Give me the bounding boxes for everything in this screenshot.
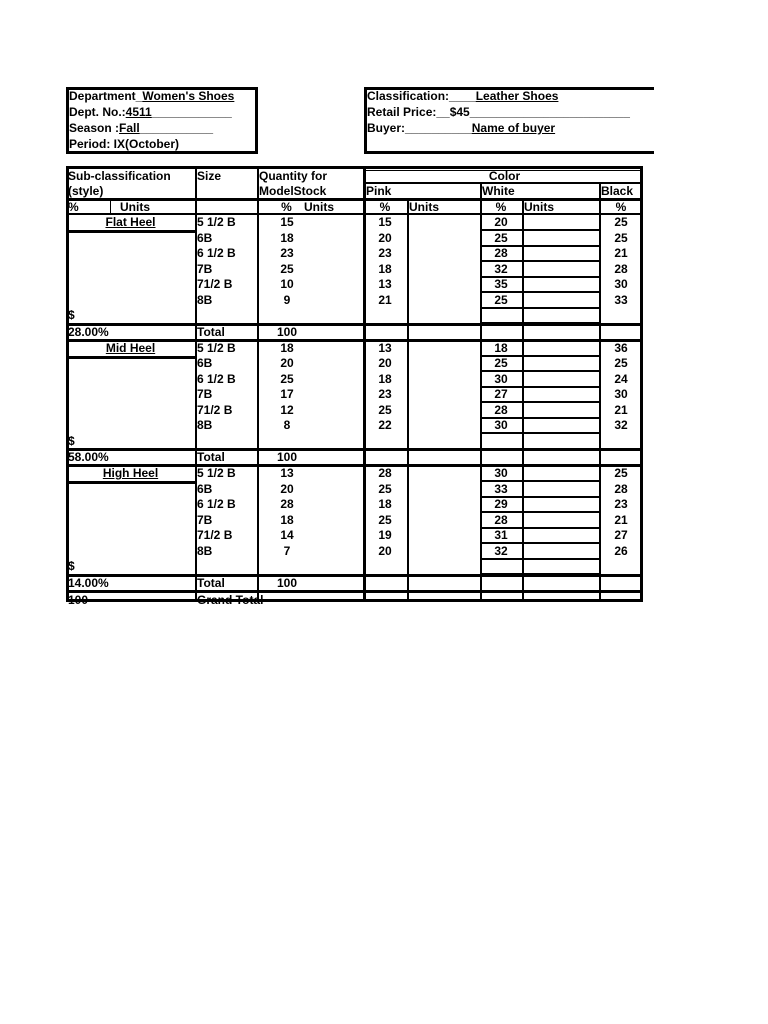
white-pct-cell: 35 — [494, 277, 508, 291]
qty-pct-cell: 14 — [280, 528, 294, 542]
pink-pct-cell: 28 — [378, 466, 392, 480]
black-pct-cell: 36 — [614, 340, 628, 355]
qty-pct-cell: 20 — [280, 481, 294, 496]
pink-pct-cell: 23 — [378, 387, 392, 401]
size-cell: 7B — [197, 387, 213, 401]
pink-pct-cell: 22 — [378, 418, 392, 432]
pink-pct-cell: 25 — [378, 512, 392, 527]
white-pct-cell: 28 — [494, 402, 508, 417]
grid-line-h — [66, 323, 643, 326]
grid-line-v — [407, 198, 409, 602]
pink-pct-cell: 13 — [378, 340, 392, 355]
pink-pct-cell: 20 — [378, 356, 392, 370]
season-value: Fall — [119, 121, 140, 135]
dollar-sign: $ — [68, 308, 75, 322]
white-pct-cell: 30 — [494, 371, 508, 386]
header-qty-pct: % — [281, 200, 292, 214]
qty-pct-cell: 13 — [280, 466, 294, 480]
total-label: Total — [197, 575, 225, 590]
white-pct-cell: 28 — [494, 512, 508, 527]
pink-pct-cell: 25 — [378, 402, 392, 417]
size-cell: 6B — [197, 356, 213, 370]
header-pct: % — [68, 200, 79, 214]
period-line — [69, 136, 179, 152]
season-line — [69, 120, 213, 136]
grid-line-h — [480, 558, 599, 560]
grid-line-h — [480, 432, 599, 434]
table-bottom-border — [66, 599, 643, 602]
black-pct-cell: 27 — [614, 528, 628, 542]
style-name: Mid Heel — [105, 340, 156, 355]
qty-pct-cell: 18 — [280, 512, 294, 527]
style-name: Flat Heel — [105, 215, 156, 229]
qty-pct-cell: 10 — [280, 277, 294, 291]
white-pct-cell: 25 — [494, 230, 508, 245]
size-cell: 6 1/2 B — [197, 246, 236, 260]
grid-line-h — [66, 198, 643, 201]
buyer-value: Name of buyer — [471, 121, 556, 135]
black-pct-cell: 32 — [614, 418, 628, 432]
header-size: Size — [197, 169, 222, 183]
pink-pct-cell: 20 — [378, 230, 392, 245]
white-pct-cell: 30 — [494, 418, 508, 432]
pink-pct-cell: 19 — [378, 528, 392, 542]
black-pct-cell: 21 — [614, 402, 628, 417]
qty-pct-cell: 7 — [283, 543, 291, 558]
size-cell: 6 1/2 B — [197, 497, 236, 511]
size-cell: 8B — [197, 418, 213, 432]
total-value: 100 — [276, 575, 298, 590]
total-label: Total — [197, 324, 225, 339]
pink-pct-cell: 20 — [378, 543, 392, 558]
dollar-sign: $ — [68, 433, 75, 448]
size-cell: 6B — [197, 481, 213, 496]
black-pct-cell: 25 — [614, 466, 628, 480]
black-pct-cell: 28 — [614, 481, 628, 496]
pink-pct-cell: 15 — [378, 215, 392, 229]
header-qty-units: Units — [304, 200, 334, 214]
header-subclassification: Sub-classification — [68, 169, 171, 183]
dept-no-blank: ____________ — [151, 105, 232, 119]
black-pct-cell: 33 — [614, 292, 628, 307]
qty-pct-cell: 9 — [283, 292, 291, 307]
white-pct-cell: 20 — [494, 215, 508, 229]
size-cell: 71/2 B — [197, 528, 233, 542]
grid-line-h — [66, 590, 643, 593]
white-pct-cell: 32 — [494, 543, 508, 558]
department-value: Women's Shoes — [142, 89, 235, 103]
pink-pct-cell: 18 — [378, 261, 392, 276]
qty-pct-cell: 25 — [280, 261, 294, 276]
black-pct-cell: 30 — [614, 387, 628, 401]
header-white-pct: % — [495, 200, 507, 214]
qty-pct-cell: 25 — [280, 371, 294, 386]
period-label: Period: IX(October) — [69, 137, 180, 151]
black-pct-cell: 23 — [614, 497, 628, 511]
header-pink-units: Units — [409, 200, 439, 214]
black-pct-cell: 25 — [614, 215, 628, 229]
grand-total-value: 100 — [68, 592, 89, 607]
size-cell: 6 1/2 B — [197, 371, 236, 386]
white-pct-cell: 32 — [494, 261, 508, 276]
size-cell: 71/2 B — [197, 402, 233, 417]
dollar-sign: $ — [68, 559, 75, 573]
dept-no-value: 4511 — [125, 105, 152, 119]
size-cell: 5 1/2 B — [197, 340, 236, 355]
qty-pct-cell: 18 — [280, 230, 294, 245]
white-pct-cell: 31 — [494, 528, 508, 542]
header-units: Units — [120, 200, 150, 214]
retail-price-label: Retail Price:__$45 — [367, 105, 470, 119]
qty-pct-cell: 23 — [280, 246, 294, 260]
classification-label: Classification:____ — [367, 89, 476, 103]
white-pct-cell: 29 — [494, 497, 508, 511]
size-cell: 8B — [197, 543, 213, 558]
white-pct-cell: 27 — [494, 387, 508, 401]
buyer-label: Buyer:__________ — [367, 121, 472, 135]
header-modelstock: ModelStock — [259, 184, 327, 198]
header-pink-pct: % — [379, 200, 391, 214]
header-color: Color — [488, 169, 521, 183]
qty-pct-cell: 28 — [280, 497, 294, 511]
share-percent: 14.00% — [68, 575, 109, 590]
black-pct-cell: 25 — [614, 356, 628, 370]
white-pct-cell: 18 — [494, 340, 508, 355]
white-pct-cell: 25 — [494, 292, 508, 307]
black-pct-cell: 28 — [614, 261, 628, 276]
share-percent: 28.00% — [68, 324, 109, 339]
pink-pct-cell: 23 — [378, 246, 392, 260]
season-label: Season : — [69, 121, 120, 135]
header-pink: Pink — [366, 184, 392, 198]
grand-total-label: Grand Total — [197, 592, 264, 607]
qty-pct-cell: 15 — [280, 215, 294, 229]
qty-pct-cell: 20 — [280, 356, 294, 370]
header-black-pct: % — [615, 200, 627, 214]
size-cell: 71/2 B — [197, 277, 233, 291]
pink-pct-cell: 25 — [378, 481, 392, 496]
dept-no-label: Dept. No.: — [69, 105, 126, 119]
grid-line-h — [66, 574, 643, 577]
grid-line-h — [66, 356, 195, 359]
retail-price-blank: ________________________ — [469, 105, 630, 119]
size-cell: 6B — [197, 230, 213, 245]
size-cell: 5 1/2 B — [197, 466, 236, 480]
grid-line-h — [66, 481, 195, 484]
retail-price-line — [367, 104, 630, 120]
grid-line-h — [480, 307, 599, 309]
style-name: High Heel — [102, 466, 159, 480]
grid-line-h — [66, 230, 195, 233]
dept-no-line — [69, 104, 232, 120]
black-pct-cell: 24 — [614, 371, 628, 386]
total-label: Total — [197, 450, 225, 464]
size-cell: 7B — [197, 512, 213, 527]
black-pct-cell: 21 — [614, 512, 628, 527]
share-percent: 58.00% — [68, 450, 109, 464]
black-pct-cell: 30 — [614, 277, 628, 291]
white-pct-cell: 25 — [494, 356, 508, 370]
season-blank: ___________ — [139, 121, 214, 135]
header-white-units: Units — [524, 200, 554, 214]
size-cell: 7B — [197, 261, 213, 276]
total-value: 100 — [276, 324, 298, 339]
classification-line — [367, 88, 558, 104]
buyer-line — [367, 120, 555, 136]
white-pct-cell: 33 — [494, 481, 508, 496]
black-pct-cell: 26 — [614, 543, 628, 558]
header-quantity: Quantity for — [259, 169, 327, 183]
pink-pct-cell: 18 — [378, 497, 392, 511]
pink-pct-cell: 21 — [378, 292, 392, 307]
size-cell: 5 1/2 B — [197, 215, 236, 229]
department-label: Department_ — [69, 89, 143, 103]
white-pct-cell: 28 — [494, 246, 508, 260]
black-pct-cell: 25 — [614, 230, 628, 245]
pink-pct-cell: 18 — [378, 371, 392, 386]
black-pct-cell: 21 — [614, 246, 628, 260]
grid-line-v — [110, 200, 111, 213]
header-white: White — [482, 184, 515, 198]
header-black: Black — [601, 184, 634, 198]
qty-pct-cell: 18 — [280, 340, 294, 355]
total-value: 100 — [276, 450, 298, 464]
size-cell: 8B — [197, 292, 213, 307]
qty-pct-cell: 12 — [280, 402, 294, 417]
classification-value: Leather Shoes — [475, 89, 559, 103]
white-pct-cell: 30 — [494, 466, 508, 480]
qty-pct-cell: 17 — [280, 387, 294, 401]
pink-pct-cell: 13 — [378, 277, 392, 291]
header-style: (style) — [68, 184, 104, 198]
department-line — [69, 88, 234, 104]
qty-pct-cell: 8 — [283, 418, 291, 432]
grid-line-h — [66, 448, 643, 451]
